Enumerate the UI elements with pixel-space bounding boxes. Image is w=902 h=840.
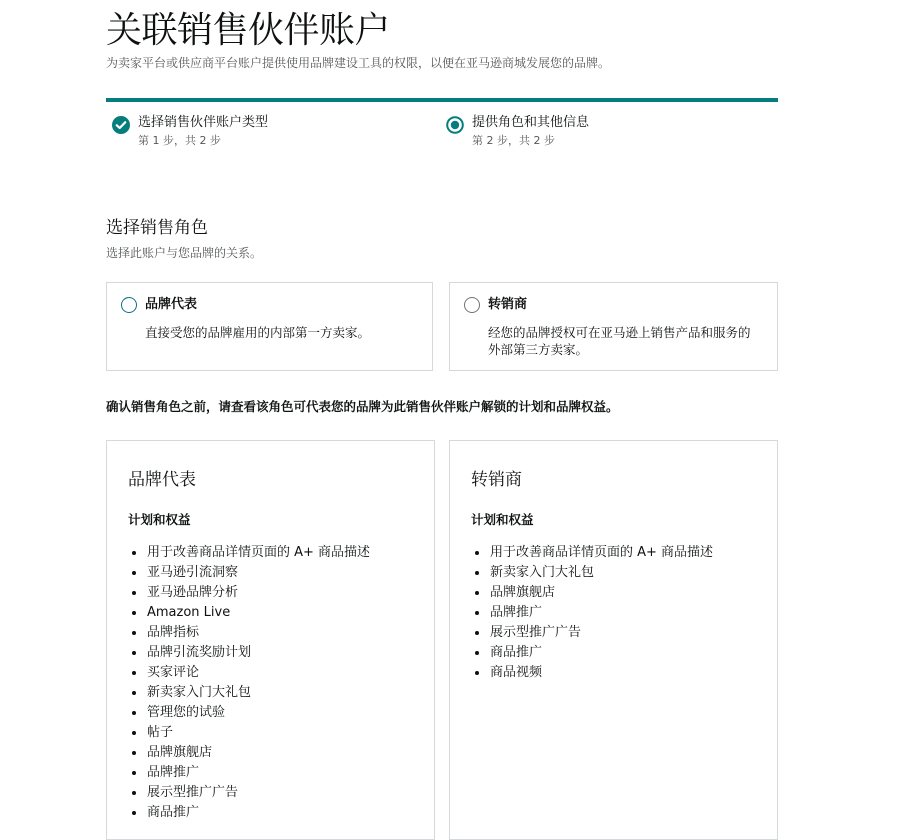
- benefit-item: 品牌推广: [471, 603, 713, 623]
- benefit-item: 品牌指标: [128, 623, 370, 643]
- benefits-card-brand-rep: [106, 440, 435, 840]
- role-option-desc: 直接受您的品牌雇用的内部第一方卖家。: [145, 325, 371, 340]
- progress-bar: [106, 98, 778, 102]
- benefits-card-title: 转销商: [471, 470, 522, 490]
- benefit-item: 亚马逊引流洞察: [128, 563, 370, 583]
- benefit-item: 买家评论: [128, 663, 370, 683]
- step-1-label: 选择销售伙伴账户类型: [138, 115, 269, 130]
- benefits-card-reseller: [449, 440, 778, 840]
- step-1-sub: 第 1 步，共 2 步: [138, 134, 221, 147]
- role-option-brand-rep[interactable]: [106, 282, 433, 371]
- radio-current-icon: [446, 116, 464, 134]
- benefit-item: 品牌旗舰店: [471, 583, 713, 603]
- benefit-item: 帖子: [128, 723, 370, 743]
- step-2-sub: 第 2 步，共 2 步: [472, 134, 555, 147]
- role-option-name: 转销商: [488, 297, 528, 312]
- benefit-item: 展示型推广广告: [471, 623, 713, 643]
- benefit-item: 品牌旗舰店: [128, 743, 370, 763]
- benefit-item: 管理您的试验: [128, 703, 370, 723]
- radio-button[interactable]: [464, 297, 480, 313]
- benefit-item: 商品推广: [128, 803, 370, 823]
- benefits-card-subtitle: 计划和权益: [128, 512, 191, 527]
- benefit-item: Amazon Live: [128, 603, 370, 623]
- benefit-item: 用于改善商品详情页面的 A+ 商品描述: [128, 543, 370, 563]
- step-2-label: 提供角色和其他信息: [472, 115, 590, 130]
- benefit-item: 新卖家入门大礼包: [471, 563, 713, 583]
- benefits-list: [128, 543, 370, 823]
- benefit-item: 商品视频: [471, 663, 713, 683]
- benefit-item: 展示型推广广告: [128, 783, 370, 803]
- section-subtitle: 选择此账户与您品牌的关系。: [106, 246, 263, 260]
- page-title: 关联销售伙伴账户: [106, 10, 391, 51]
- role-option-reseller[interactable]: [449, 282, 778, 371]
- page-subtitle: 为卖家平台或供应商平台账户提供使用品牌建设工具的权限，以便在亚马逊商城发展您的品牌。: [106, 56, 611, 70]
- confirm-note: 确认销售角色之前，请查看该角色可代表您的品牌为此销售伙伴账户解锁的计划和品牌权益。: [106, 399, 619, 414]
- role-option-name: 品牌代表: [145, 297, 198, 312]
- benefits-card-title: 品牌代表: [128, 470, 196, 490]
- benefit-item: 新卖家入门大礼包: [128, 683, 370, 703]
- section-title: 选择销售角色: [106, 218, 208, 238]
- benefit-item: 商品推广: [471, 643, 713, 663]
- check-circle-icon: [112, 116, 130, 134]
- benefit-item: 品牌推广: [128, 763, 370, 783]
- benefits-card-subtitle: 计划和权益: [471, 512, 534, 527]
- benefit-item: 用于改善商品详情页面的 A+ 商品描述: [471, 543, 713, 563]
- benefits-list: [471, 543, 713, 683]
- radio-button[interactable]: [121, 297, 137, 313]
- benefit-item: 亚马逊品牌分析: [128, 583, 370, 603]
- benefit-item: 品牌引流奖励计划: [128, 643, 370, 663]
- role-option-desc: 经您的品牌授权可在亚马逊上销售产品和服务的外部第三方卖家。: [488, 325, 751, 357]
